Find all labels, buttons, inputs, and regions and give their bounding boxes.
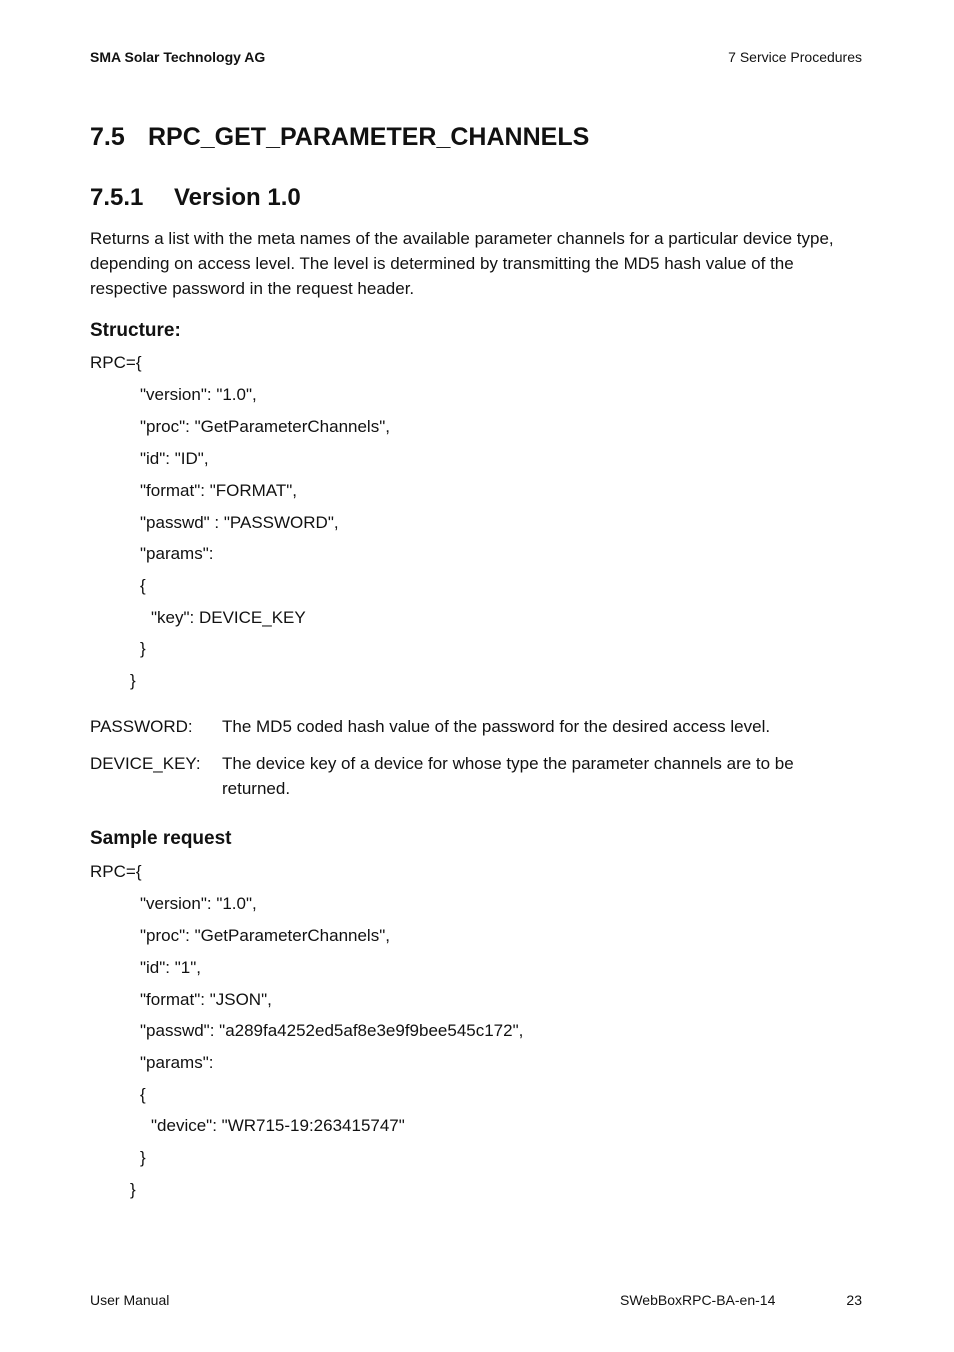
code-line: "version": "1.0", [140,894,257,913]
definition-text-device-key: The device key of a device for whose type the parameter channels are to be returned. [222,754,794,798]
code-line: "format": "FORMAT", [140,481,297,500]
code-line: { [140,576,146,595]
definition-term-device-key: DEVICE_KEY: [90,754,201,773]
code-line: "id": "1", [140,958,201,977]
code-line: } [130,1180,136,1199]
code-line: } [130,671,136,690]
code-line: "device": "WR715-19:263415747" [151,1116,405,1135]
code-line: RPC={ [90,862,142,881]
subsection-number: 7.5.1 [90,184,144,211]
code-line: "params": [140,544,214,563]
header-company: SMA Solar Technology AG [90,49,266,65]
definition-term-password: PASSWORD: [90,717,193,736]
subsection-title: Version 1.0 [174,184,301,211]
code-line: } [140,639,146,658]
intro-paragraph: Returns a list with the meta names of the available parameter channels for a particular device type, depending on access level. The level is determined by transmitting the MD5 hash value of the respective password in the request header. [90,229,834,298]
code-line: } [140,1148,146,1167]
sample-heading: Sample request [90,828,232,849]
code-line: RPC={ [90,353,142,372]
footer-page-number: 23 [846,1292,862,1308]
code-line: "format": "JSON", [140,990,272,1009]
code-line: "params": [140,1053,214,1072]
footer-left: User Manual [90,1292,170,1308]
code-line: "proc": "GetParameterChannels", [140,417,390,436]
section-heading [90,123,589,152]
code-line: "proc": "GetParameterChannels", [140,926,390,945]
section-number: 7.5 [90,123,125,151]
structure-heading: Structure: [90,320,181,341]
code-line: "key": DEVICE_KEY [151,608,306,627]
code-line: "version": "1.0", [140,385,257,404]
code-line: "passwd": "a289fa4252ed5af8e3e9f9bee545c172", [140,1021,524,1040]
code-line: { [140,1085,146,1104]
header-section: 7 Service Procedures [728,49,862,65]
code-line: "id": "ID", [140,449,209,468]
section-title: RPC_GET_PARAMETER_CHANNELS [148,123,590,151]
definition-text-password: The MD5 coded hash value of the password for the desired access level. [222,717,771,736]
code-line: "passwd" : "PASSWORD", [140,513,339,532]
footer-doc-id: SWebBoxRPC-BA-en-14 [620,1292,776,1308]
subsection-heading [90,184,301,212]
